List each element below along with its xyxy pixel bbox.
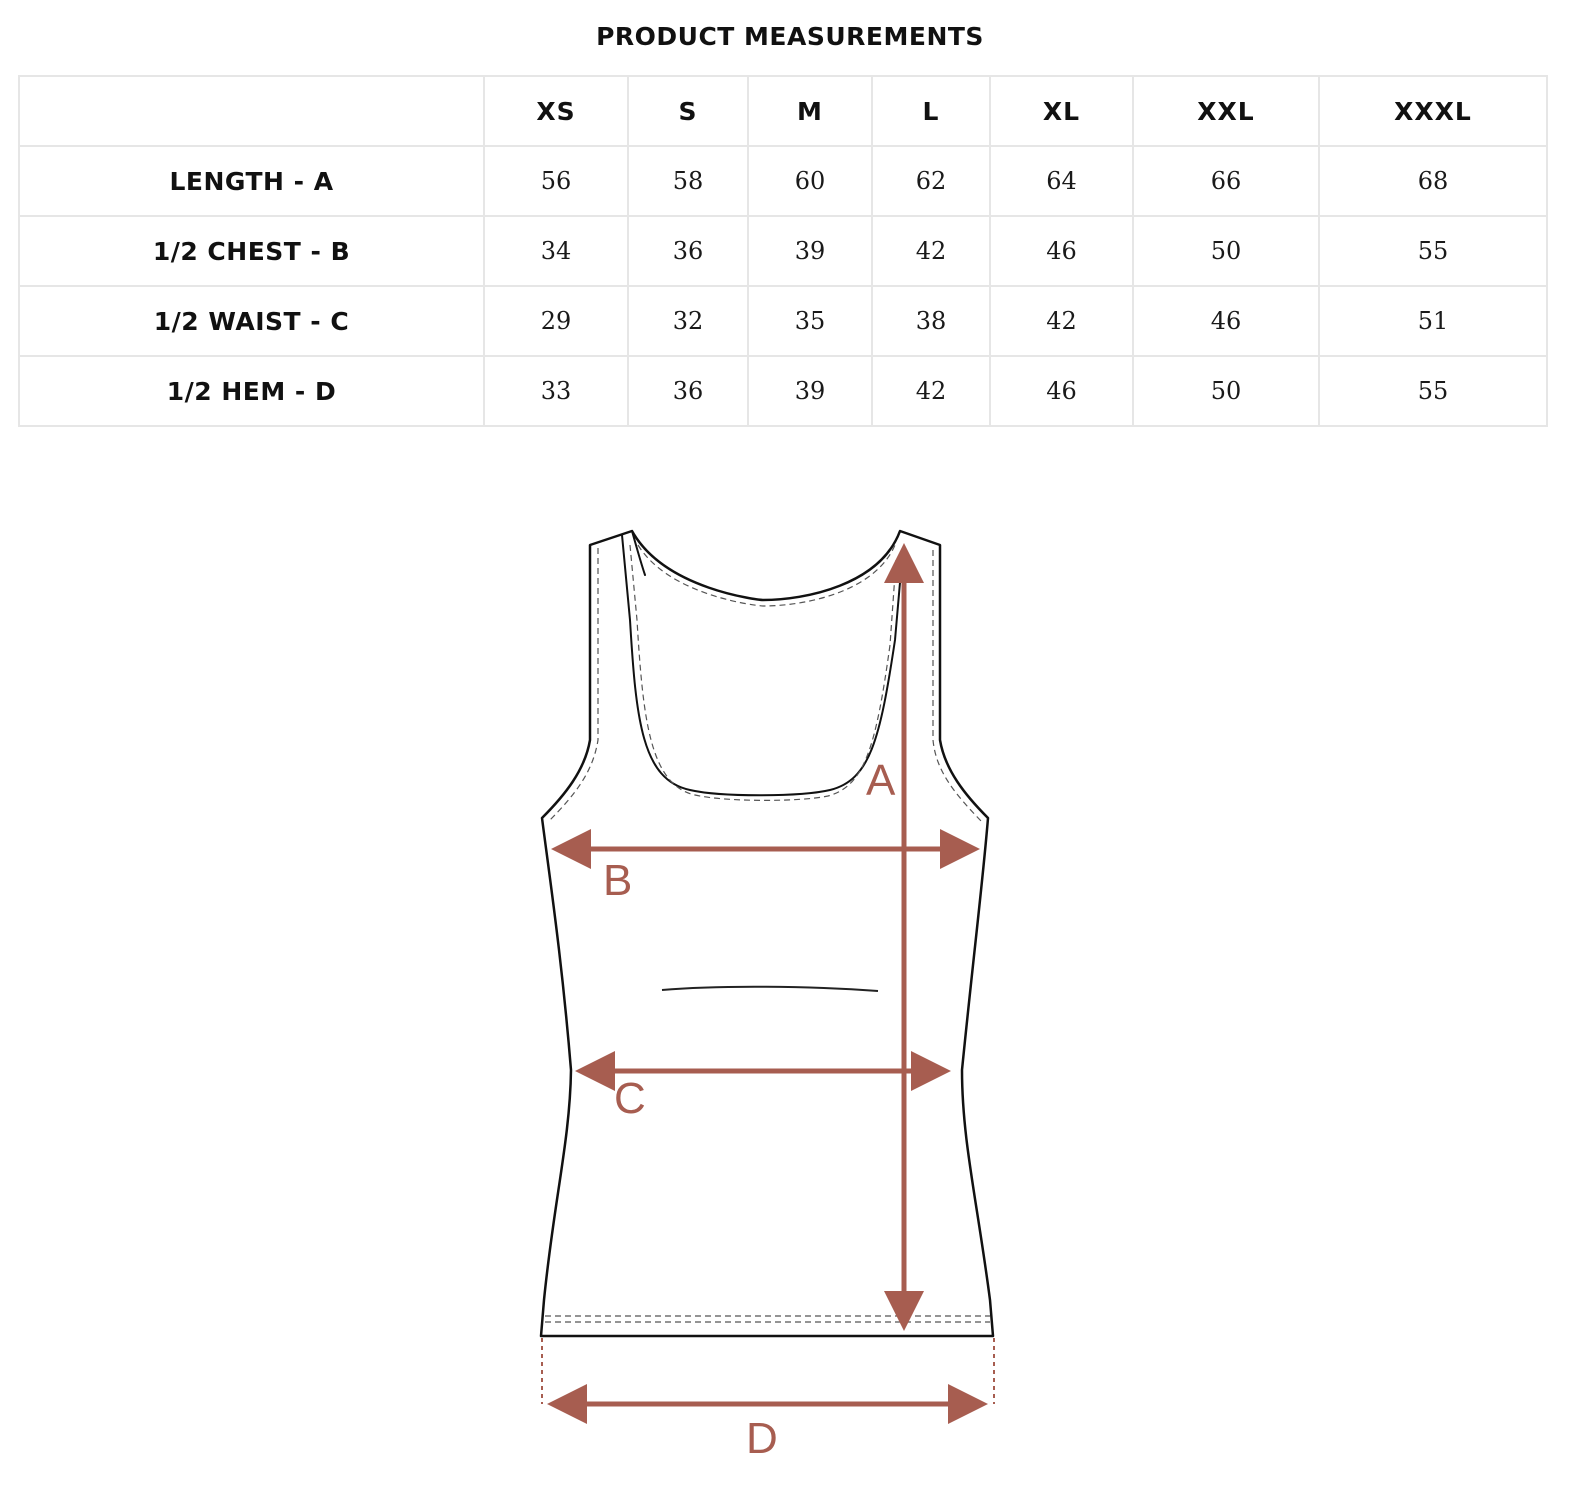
table-row xyxy=(19,216,1547,286)
neck-stitch xyxy=(638,545,895,606)
table-cell: 68 xyxy=(1319,146,1547,216)
label-c: C xyxy=(614,1074,646,1123)
left-strap-inner xyxy=(622,535,903,795)
table-cell: 58 xyxy=(628,146,748,216)
label-d: D xyxy=(746,1414,778,1463)
row-label-waist: 1/2 WAIST - C xyxy=(19,286,484,356)
size-header-xl: XL xyxy=(990,76,1133,146)
row-label-length: LENGTH - A xyxy=(19,146,484,216)
table-row xyxy=(19,356,1547,426)
right-armhole-stitch xyxy=(933,550,982,822)
size-header-m: M xyxy=(748,76,872,146)
measurement-arrows xyxy=(552,548,983,1404)
table-cell: 51 xyxy=(1319,286,1547,356)
table-cell: 36 xyxy=(628,216,748,286)
table-cell: 55 xyxy=(1319,356,1547,426)
row-label-hem: 1/2 HEM - D xyxy=(19,356,484,426)
table-cell: 55 xyxy=(1319,216,1547,286)
table-row xyxy=(19,286,1547,356)
table-cell: 60 xyxy=(748,146,872,216)
inner-neck-stitch xyxy=(630,545,896,800)
table-cell: 36 xyxy=(628,356,748,426)
corner-cell xyxy=(19,76,484,146)
table-cell: 62 xyxy=(872,146,990,216)
header-row xyxy=(19,76,1547,146)
table-cell: 46 xyxy=(1133,286,1319,356)
table-cell: 32 xyxy=(628,286,748,356)
row-label-chest: 1/2 CHEST - B xyxy=(19,216,484,286)
table-cell: 50 xyxy=(1133,216,1319,286)
table-cell: 34 xyxy=(484,216,628,286)
table-cell: 66 xyxy=(1133,146,1319,216)
table-cell: 46 xyxy=(990,216,1133,286)
table-cell: 56 xyxy=(484,146,628,216)
body-silhouette xyxy=(541,531,993,1336)
table-cell: 42 xyxy=(990,286,1133,356)
table-cell: 38 xyxy=(872,286,990,356)
table-cell: 39 xyxy=(748,356,872,426)
size-header-xxxl: XXXL xyxy=(1319,76,1547,146)
size-table xyxy=(18,75,1548,427)
table-cell: 33 xyxy=(484,356,628,426)
size-header-s: S xyxy=(628,76,748,146)
table-cell: 46 xyxy=(990,356,1133,426)
label-a: A xyxy=(866,756,896,805)
page-title: PRODUCT MEASUREMENTS xyxy=(596,22,984,51)
hem-guide-lines xyxy=(542,1338,994,1404)
stitch-lines xyxy=(545,545,990,1322)
table-row xyxy=(19,146,1547,216)
label-b: B xyxy=(603,856,633,905)
size-header-xs: XS xyxy=(484,76,628,146)
table-cell: 64 xyxy=(990,146,1133,216)
left-armhole-stitch xyxy=(548,548,598,822)
neckline-inner xyxy=(632,531,645,575)
tank-top-outline xyxy=(541,531,993,1336)
table-cell: 42 xyxy=(872,356,990,426)
table-cell: 50 xyxy=(1133,356,1319,426)
table-cell: 42 xyxy=(872,216,990,286)
size-header-xxl: XXL xyxy=(1133,76,1319,146)
table-cell: 35 xyxy=(748,286,872,356)
waist-crease-line xyxy=(662,987,878,991)
size-header-l: L xyxy=(872,76,990,146)
table-cell: 29 xyxy=(484,286,628,356)
table-cell: 39 xyxy=(748,216,872,286)
